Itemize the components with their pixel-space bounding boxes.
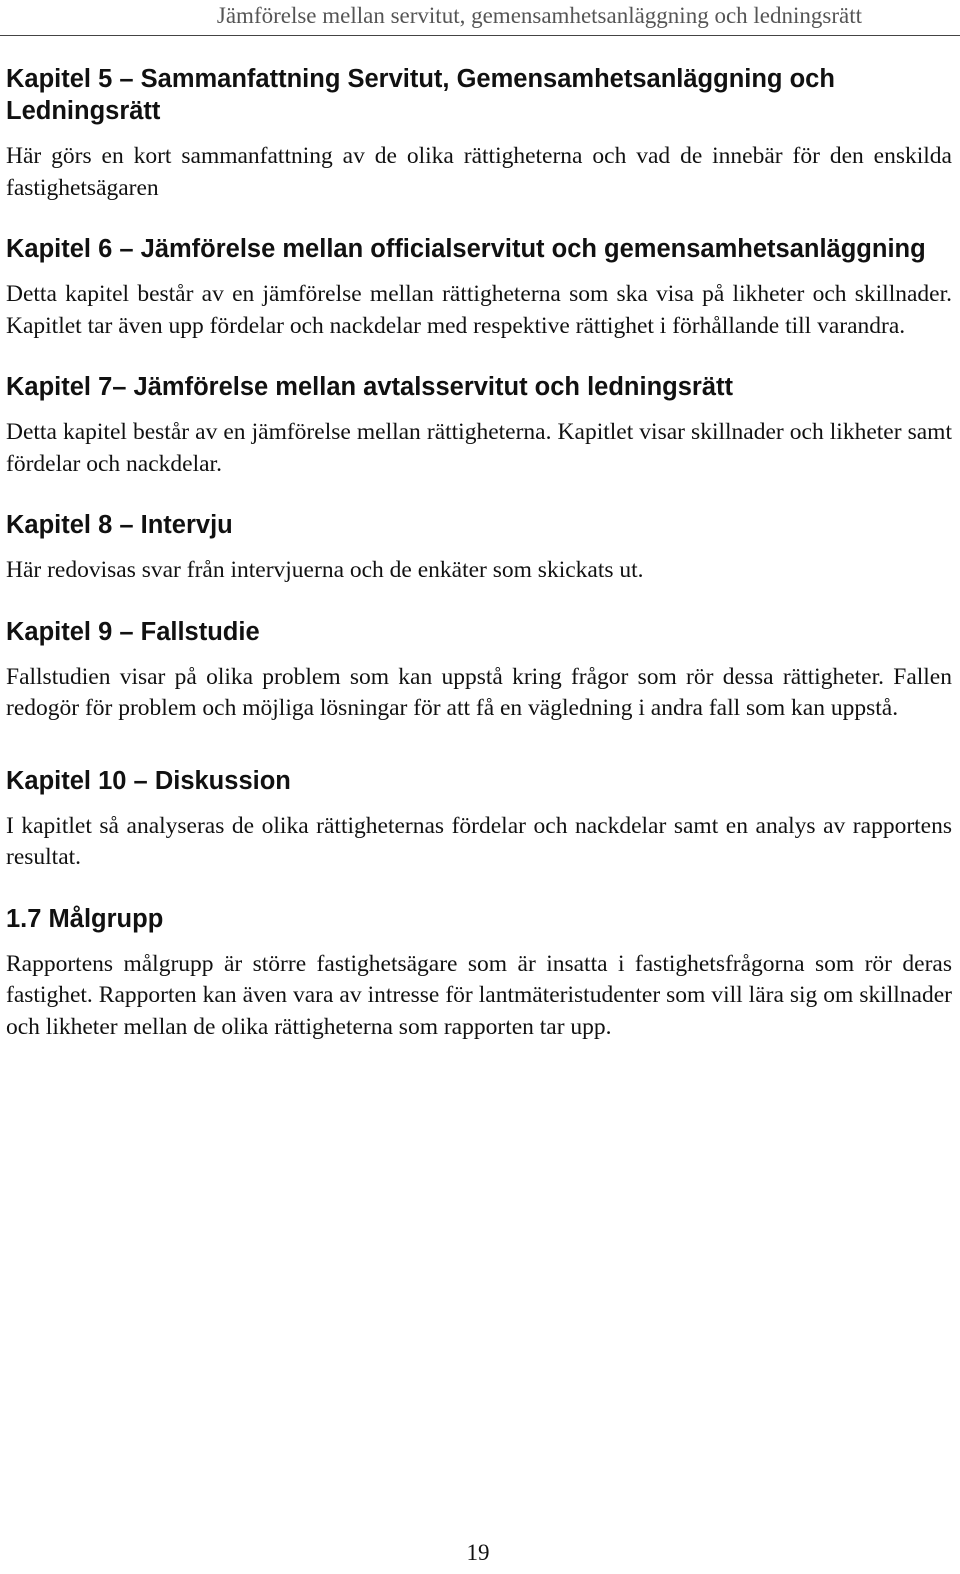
chapter-5-text: Här görs en kort sammanfattning av de olika rättigheterna och vad de innebär för den enskilda fastighetsägaren xyxy=(6,143,952,201)
chapter-7-heading: Kapitel 7– Jämförelse mellan avtalsservitut och ledningsrätt xyxy=(6,373,734,401)
chapter-10-heading: Kapitel 10 – Diskussion xyxy=(6,766,291,795)
chapter-7-text: Detta kapitel består av en jämförelse mellan rättigheterna. Kapitlet visar skillnader och likheter samt fördelar och nackdelar. xyxy=(6,419,952,477)
running-header: Jämförelse mellan servitut, gemensamhetsanläggning och ledningsrätt xyxy=(0,0,960,36)
chapter-8-heading: Kapitel 8 – Intervju xyxy=(6,511,233,539)
chapter-10-text: I kapitlet så analyseras de olika rättigheternas fördelar och nackdelar samt en analys av rapportens resultat. xyxy=(6,812,952,870)
chapter-6-text: Detta kapitel består av en jämförelse mellan rättigheterna som ska visa på likheter och skillnader. Kapitlet tar även upp fördelar och nackdelar med respektive rättighet i förhållande till varandra. xyxy=(6,281,952,339)
document-body xyxy=(6,63,952,1043)
chapter-8-text: Här redovisas svar från intervjuerna och de enkäter som skickats ut. xyxy=(6,557,644,583)
chapter-9-heading: Kapitel 9 – Fallstudie xyxy=(6,617,260,646)
chapter-6-heading: Kapitel 6 – Jämförelse mellan officialservitut och gemensamhetsanläggning xyxy=(6,235,926,263)
page-number: 19 xyxy=(466,1540,490,1565)
section-1-7-heading: 1.7 Målgrupp xyxy=(6,904,164,933)
section-1-7-text: Rapportens målgrupp är större fastighetsägare som är insatta i fastighetsfrågorna som rör deras fastighet. Rapporten kan även vara av intresse för lantmäteristudenter som vill lära sig om skillnader och likheter mellan de olika rättigheterna som rapporten tar upp. xyxy=(6,950,952,1040)
chapter-9-text: Fallstudien visar på olika problem som kan uppstå kring frågor som rör dessa rättigheter. Fallen redogör för problem och möjliga lösningar för att få en vägledning i andra fall som kan uppstå. xyxy=(6,663,952,721)
chapter-5-heading: Kapitel 5 – Sammanfattning Servitut, Gemensamhetsanläggning och Ledningsrätt xyxy=(6,65,835,125)
